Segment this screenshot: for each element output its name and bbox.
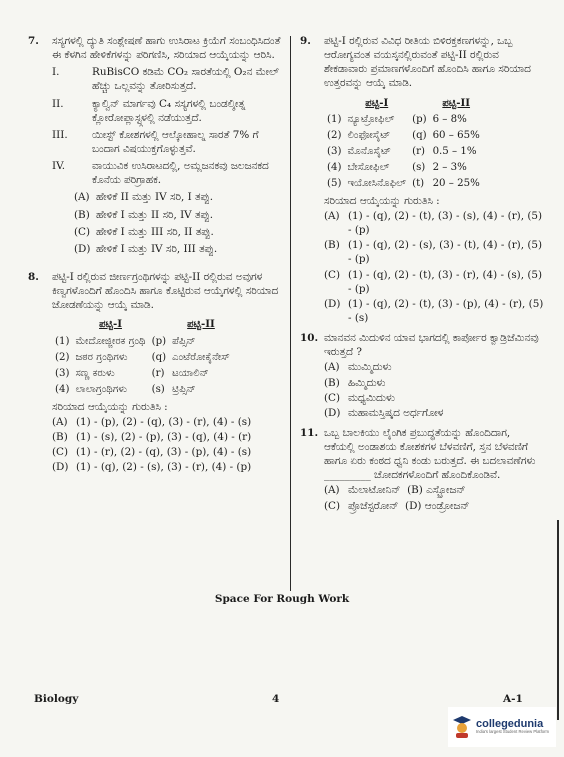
row-number: (2) (327, 130, 342, 142)
margin-rule (557, 520, 559, 720)
statement-text: ವಾಯುವಿಕ ಉಸಿರಾಟದಲ್ಲಿ, ಅಮ್ಲಜನಕವು ಜಲಜನಕದ ಕೊನೆಯ ಪರಿಗ್ರಾಹಕ. (92, 160, 269, 187)
column-header: ಪಟ್ಟಿ-I (99, 318, 122, 331)
statement (52, 97, 282, 125)
list-1-item: ಇಯೋಸಿನೊಫಿಲ್ (347, 177, 407, 189)
question-number: 8. (28, 270, 39, 283)
row-letter: (q) (412, 130, 427, 142)
left-column (28, 34, 282, 480)
list-2-item: 20 – 25% (432, 177, 480, 189)
option-text: ಹೇಳಿಕೆ I ಮತ್ತು II ಸರಿ, IV ತಪ್ಪು. (96, 208, 214, 221)
question-7 (28, 34, 282, 256)
option-text: ಹೇಳಿಕೆ II ಮತ್ತು IV ಸರಿ, I ತಪ್ಪು. (96, 191, 214, 204)
graduate-icon (452, 715, 472, 739)
option-text: ಆಂಡ್ರೋಜನ್ (424, 499, 470, 512)
row-letter: (p) (151, 336, 167, 348)
option (324, 238, 544, 266)
option-label: (C) (52, 446, 69, 459)
option-label: (B) (324, 376, 340, 389)
list-1-item: ಲಾಲಾಗ್ರಂಥಿಗಳು (75, 383, 128, 395)
paper-code: A-1 (503, 693, 523, 705)
row-number: (3) (55, 368, 70, 380)
subject-label: Biology (34, 693, 79, 705)
option-text: (1) - (q), (2) - (s), (3) - (t), (4) - (r), (5) - (p) (348, 239, 543, 266)
option (324, 406, 544, 420)
brand-tagline: India's largest Student Review Platform (476, 729, 549, 735)
table-row (52, 382, 233, 398)
option (324, 360, 544, 374)
question-number: 10. (300, 332, 319, 345)
option-label: (C) (324, 499, 341, 512)
question-text: ಪಟ್ಟಿ-I ರಲ್ಲಿರುವ ವಿವಿಧ ರೀತಿಯ ಬಿಳಿರಕ್ತಕಣಗಳನ್ನು, ಒಬ್ಬ ಆರೋಗ್ಯವಂತ ವಯಸ್ಕನಲ್ಲಿರುವಂತೆ ಪಟ್ಟಿ-II ರಲ್ಲಿರುವ ಶೇಕಡಾವಾರು ಪ್ರಮಾಣಗಳೊಂದಿಗೆ ಹೊಂದಿಸಿ ಹಾಗೂ ಸರಿಯಾದ ಉತ್ತರವನ್ನು ಆಯ್ಕೆ ಮಾಡಿ. (324, 35, 531, 90)
option-text: (1) - (q), (2) - (t), (3) - (r), (4) - (s), (5) - (p) (348, 268, 543, 295)
statement (52, 65, 282, 93)
option (324, 376, 544, 390)
list-2-item: ಪೆಪ್ಸಿನ್ (172, 336, 196, 348)
row-letter: (r) (412, 146, 425, 158)
row-number: (5) (327, 177, 342, 189)
option-label: (A) (324, 484, 340, 497)
option-label: (A) (324, 209, 340, 222)
column-header: ಪಟ್ಟಿ-I (365, 96, 389, 109)
option (52, 460, 282, 474)
list-2-item: ಎಂಟೆರೋಕೈನೇಸ್ (172, 352, 230, 364)
option-label: (D) (52, 461, 69, 474)
list-1-item: ಮೇದೋಜ್ಜೀರಕ ಗ್ರಂಥಿ (75, 336, 146, 348)
row-letter: (p) (412, 114, 427, 126)
row-letter: (s) (412, 162, 426, 174)
list-2-item: ಟಯಾಲಿನ್ (172, 368, 209, 380)
option-text: ಮಧ್ಯಮಿದುಳು (348, 391, 395, 404)
list-2-item: 0.5 – 1% (432, 146, 477, 158)
option-text: (1) - (s), (2) - (p), (3) - (q), (4) - (r) (76, 431, 252, 444)
row-number: (1) (55, 336, 70, 348)
list-1-item: ಬೇಸೋಫಿಲ್ (347, 162, 390, 174)
option-text: (1) - (q), (2) - (t), (3) - (p), (4) - (r), (5) - (s) (348, 297, 544, 324)
statement-label: II. (52, 97, 64, 110)
option-text: ಹೇಳಿಕೆ I ಮತ್ತು IV ಸರಿ, III ತಪ್ಪು. (96, 242, 218, 255)
column-header: ಪಟ್ಟಿ-II (187, 318, 215, 331)
list-2-item: 60 – 65% (432, 130, 480, 142)
row-letter: (r) (151, 368, 165, 380)
option-label: (D) (74, 242, 91, 255)
table-row (52, 366, 233, 382)
option-label: (A) (74, 191, 90, 204)
statement-text: RuBisCO ಕಡಿಮೆ CO₂ ಸಾರತೆಯಲ್ಲಿ O₂ನ ಮೇಲ್ ಹೆಚ್ಚು ಒಲ್ಲವನ್ನು ತೋರಿಸುತ್ತದೆ. (92, 66, 280, 93)
statement-text: ಕ್ಯಾಲ್ವಿನ್ ಮಾರ್ಗವು C₄ ಸಸ್ಯಗಳಲ್ಲಿ ಬಂಡಲ್ಶೀತ್ನ ಕ್ಲೋರೋಪ್ಲಾಸ್ಟ್ಗಳಲ್ಲಿ ನಡೆಯುತ್ತದೆ. (92, 97, 246, 124)
question-text: ಸಸ್ಯಗಳಲ್ಲಿ ದ್ಯುತಿ ಸಂಶ್ಲೇಷಣೆ ಹಾಗು ಉಸಿರಾಟ ಕ್ರಿಯೆಗೆ ಸಂಬಂಧಿಸಿದಂತೆ ಈ ಕೆಳಗಿನ ಹೇಳಿಕೆಗಳನ್ನು ಪರಿಗಣಿಸಿ, ಸರಿಯಾದ ಆಯ್ಕೆಯನ್ನು ಆರಿಸಿ. (52, 35, 281, 62)
watermark-badge (448, 707, 556, 747)
option (52, 242, 282, 256)
question-number: 9. (300, 35, 311, 47)
option-label: (A) (52, 415, 68, 428)
list-1-item: ನ್ಯೂಟ್ರೋಫಿಲ್ (347, 114, 395, 126)
statement-label: I. (52, 66, 60, 79)
list-1-item: ಜಠರ ಗ್ರಂಥಿಗಳು (75, 352, 128, 364)
option (52, 225, 282, 239)
list-2-item: ಟ್ರಿಪ್ಸಿನ್ (172, 383, 196, 395)
option-label: (B) (74, 208, 90, 221)
table-header-row (324, 95, 483, 113)
option-text: (1) - (q), (2) - (t), (3) - (s), (4) - (r), (5) - (p) (348, 209, 543, 237)
option-text: ಮುಮ್ಮಿದುಳು (348, 361, 392, 374)
row-letter: (s) (151, 383, 165, 395)
match-table (52, 316, 233, 397)
table-row (52, 350, 233, 366)
question-11 (300, 426, 544, 513)
row-letter: (q) (151, 352, 167, 364)
row-number: (4) (327, 162, 342, 174)
option-text: ಹಿಮ್ಮಿದುಳು (348, 376, 386, 389)
row-number: (2) (55, 352, 70, 364)
list-2-item: 2 – 3% (432, 162, 467, 174)
list-1-item: ಸಣ್ಣ ಕರುಳು (75, 368, 115, 380)
option-label: (D) (405, 499, 422, 512)
list-1-item: ಮೊನೊಸೈಟ್ (347, 146, 391, 158)
option-text: ಮಹಾಮಸ್ತಿಷ್ಕದ ಅರ್ಧಗೋಳ (348, 406, 444, 419)
table-row (324, 160, 483, 176)
question-9 (300, 34, 544, 325)
row-letter: (t) (412, 177, 425, 189)
option-label: (B) (52, 431, 68, 444)
option (52, 430, 282, 444)
option-text: (1) - (q), (2) - (s), (3) - (r), (4) - (p) (76, 461, 252, 474)
question-text: ಮಾನವನ ಮಿದುಳಿನ ಯಾವ ಭಾಗದಲ್ಲಿ ಕಾರ್ಪೋರ ಕ್ವಾಡ್ರಿಜೆಮಿನವು ಇರುತ್ತದೆ ? (324, 332, 539, 359)
option-label: (C) (74, 225, 91, 238)
table-row (324, 176, 483, 192)
row-number: (1) (327, 114, 342, 126)
option-row (324, 499, 544, 513)
right-column (300, 34, 544, 519)
table-row (324, 144, 483, 160)
option (324, 297, 544, 325)
option-label: (D) (324, 297, 341, 310)
brand-name: collegedunia (476, 718, 544, 731)
match-table (324, 95, 483, 192)
option-text: ಪ್ರೊಜೆಸ್ಟರೋನ್ (348, 499, 399, 512)
row-number: (4) (55, 383, 70, 395)
option (324, 209, 544, 237)
question-text: ಪಟ್ಟಿ-I ರಲ್ಲಿರುವ ಜೀರ್ಣಗ್ರಂಥಿಗಳನ್ನು ಪಟ್ಟಿ-II ರಲ್ಲಿರುವ ಅವುಗಳ ಕಿಣ್ವಗಳೊಂದಿಗೆ ಹೊಂದಿಸಿ ಹಾಗೂ ಕೊಟ್ಟಿರುವ ಆಯ್ಕೆಗಳಲ್ಲಿ ಸರಿಯಾದ ಜೋಡಣೆಯನ್ನು ಆಯ್ಕೆ ಮಾಡಿ. (52, 270, 279, 312)
option-text: (1) - (r), (2) - (q), (3) - (p), (4) - (s) (76, 446, 252, 459)
rough-work-label: Space For Rough Work (214, 593, 350, 605)
page-number: 4 (272, 693, 280, 705)
row-number: (3) (327, 146, 342, 158)
option-text: (1) - (p), (2) - (q), (3) - (r), (4) - (s) (76, 415, 252, 428)
question-number: 7. (28, 35, 39, 47)
statement-text: ಯೀಸ್ಟ್ ಕೋಶಗಳಲ್ಲಿ ಆಲ್ಕೋಹಾಲ್ನ ಸಾರತೆ 7% ಗೆ ಬಂದಾಗ ವಿಷಯುಕ್ತಗೊಳ್ಳುತ್ತವೆ. (92, 128, 259, 155)
table-header-row (52, 316, 233, 334)
option-text: ಎಸ್ಟ್ರೋಜನ್ (426, 484, 466, 497)
option-label: (C) (324, 391, 341, 404)
option (324, 268, 544, 296)
option-label: (D) (324, 406, 341, 419)
statement-label: IV. (52, 160, 66, 173)
column-header: ಪಟ್ಟಿ-II (442, 96, 471, 109)
option (52, 208, 282, 222)
question-8 (28, 270, 282, 475)
option (324, 391, 544, 405)
table-row (324, 128, 483, 144)
option (52, 190, 282, 204)
option-label: (B) (324, 239, 340, 252)
statement-label: III. (52, 128, 68, 141)
question-text: ಒಬ್ಬ ಬಾಲಕಿಯು ಲೈಂಗಿಕ ಪ್ರಬುದ್ಧತೆಯನ್ನು ಹೊಂದಿದಾಗ, ಆಕೆಯಲ್ಲಿ ಅಂಡಾಶಯ ಕೋಶಕಗಳ ಬೆಳವಣಿಗೆ, ಸ್ತನ ಬೆಳವಣಿಗೆ ಹಾಗೂ ಏರು ಕಂಠದ ಧ್ವನಿ ಕಂಡು ಬರುತ್ತದೆ. ಈ ಬದಲಾವಣೆಗಳು _________ ಚೋದಕಗಳೊಂದಿಗೆ ಹೊಂದಿಕೊಂಡಿವೆ. (324, 426, 536, 482)
question-10 (300, 331, 544, 420)
answer-prompt: ಸರಿಯಾದ ಆಯ್ಕೆಯನ್ನು ಗುರುತಿಸಿ : (324, 194, 440, 207)
column-divider (290, 36, 291, 591)
option-row (324, 483, 544, 497)
list-2-item: 6 – 8% (432, 114, 467, 126)
statement (52, 128, 282, 156)
option-text: ಹೇಳಿಕೆ I ಮತ್ತು III ಸರಿ, II ತಪ್ಪು. (96, 225, 214, 238)
brand-text (476, 719, 549, 735)
table-row (324, 112, 483, 128)
option-label: (B) (407, 484, 423, 497)
statement (52, 159, 282, 187)
question-number: 11. (300, 426, 319, 439)
option (52, 415, 282, 429)
table-row (52, 334, 233, 350)
option (52, 445, 282, 459)
option-label: (A) (324, 361, 340, 374)
option-text: ಮೆಲಾಟೋನಿನ್ (348, 484, 401, 497)
answer-prompt: ಸರಿಯಾದ ಆಯ್ಕೆಯನ್ನು ಗುರುತಿಸಿ : (52, 400, 168, 413)
list-1-item: ಲಿಂಫೋಸೈಟ್ (347, 130, 391, 142)
option-label: (C) (324, 268, 341, 281)
